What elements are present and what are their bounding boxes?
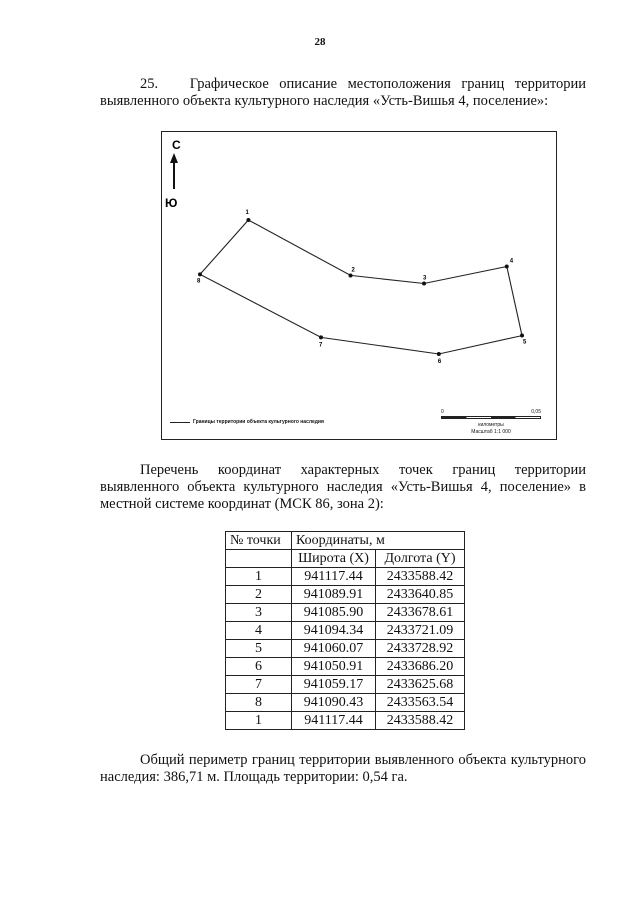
- cell-longitude: 2433625.68: [376, 676, 465, 694]
- boundary-point-label-4: 4: [509, 258, 514, 265]
- legend-line-swatch: [170, 422, 190, 423]
- table-row: [226, 676, 465, 694]
- table-row: [226, 658, 465, 676]
- table-row: [226, 622, 465, 640]
- scale-bar-right: 0,05: [531, 409, 541, 415]
- header-coordinates: Координаты, м: [292, 532, 465, 550]
- scale-bar-graphic: [441, 416, 541, 419]
- header-point-number: № точки: [226, 532, 292, 550]
- table-row: [226, 604, 465, 622]
- section-number: 25.: [140, 76, 159, 92]
- table-row: [226, 586, 465, 604]
- compass: [165, 138, 181, 210]
- cell-latitude: 941089.91: [292, 586, 376, 604]
- cell-latitude: 941085.90: [292, 604, 376, 622]
- cell-longitude: 2433563.54: [376, 694, 465, 712]
- boundary-point-label-6: 6: [437, 359, 442, 365]
- cell-longitude: 2433678.61: [376, 604, 465, 622]
- table-row: [226, 640, 465, 658]
- coordinates-table: [225, 531, 465, 730]
- boundary-point-4: [505, 265, 509, 269]
- scale-bar-left: 0: [441, 409, 444, 415]
- cell-point-number: 1: [226, 712, 292, 730]
- header-longitude: Долгота (Y): [376, 550, 465, 568]
- cell-latitude: 941059.17: [292, 676, 376, 694]
- compass-south-label: Ю: [165, 196, 178, 210]
- scale-bar-unit: километры: [478, 422, 504, 428]
- compass-north-label: С: [172, 138, 181, 152]
- cell-point-number: 2: [226, 586, 292, 604]
- table-row: [226, 568, 465, 586]
- table-body: [226, 568, 465, 730]
- cell-longitude: 2433686.20: [376, 658, 465, 676]
- coordinates-intro-text: Перечень координат характерных точек границ территории выявленного объекта культурного наследия «Усть-Вишья 4, поселение» в местной системе координат (МСК 86, зона 2):: [100, 462, 586, 512]
- cell-point-number: 5: [226, 640, 292, 658]
- cell-longitude: 2433721.09: [376, 622, 465, 640]
- boundary-point-7: [319, 335, 323, 339]
- cell-point-number: 6: [226, 658, 292, 676]
- boundary-point-label-3: 3: [423, 275, 427, 282]
- table-row: [226, 694, 465, 712]
- page-number: 28: [314, 36, 326, 48]
- boundary-point-label-7: 7: [318, 342, 323, 349]
- coordinates-intro: [100, 462, 586, 513]
- boundary-map-svg: [162, 132, 558, 441]
- cell-longitude: 2433588.42: [376, 568, 465, 586]
- cell-latitude: 941117.44: [292, 568, 376, 586]
- legend-label: Границы территории объекта культурного наследия: [193, 419, 324, 425]
- boundary-point-label-5: 5: [523, 339, 527, 346]
- cell-latitude: 941060.07: [292, 640, 376, 658]
- cell-longitude: 2433640.85: [376, 586, 465, 604]
- boundary-point-6: [437, 352, 441, 356]
- boundary-point-1: [246, 218, 250, 222]
- cell-longitude: 2433728.92: [376, 640, 465, 658]
- cell-point-number: 7: [226, 676, 292, 694]
- map-legend: [170, 419, 324, 425]
- boundary-point-3: [422, 282, 426, 286]
- cell-latitude: 941117.44: [292, 712, 376, 730]
- scale-bar-scale: Масштаб 1:1 000: [471, 429, 511, 435]
- boundary-point-8: [198, 272, 202, 276]
- table-row: [226, 712, 465, 730]
- boundary-map: [161, 131, 557, 440]
- boundary-polygon: [200, 220, 522, 354]
- boundary-point-label-2: 2: [351, 267, 355, 274]
- boundary-point-5: [520, 334, 524, 338]
- cell-longitude: 2433588.42: [376, 712, 465, 730]
- cell-point-number: 3: [226, 604, 292, 622]
- cell-latitude: 941050.91: [292, 658, 376, 676]
- cell-point-number: 1: [226, 568, 292, 586]
- boundary-point-label-1: 1: [245, 210, 249, 216]
- cell-latitude: 941090.43: [292, 694, 376, 712]
- boundary-point-2: [349, 273, 353, 277]
- summary: [100, 752, 586, 786]
- section-heading: [100, 76, 586, 110]
- boundary-points: [197, 210, 527, 365]
- cell-latitude: 941094.34: [292, 622, 376, 640]
- header-empty: [226, 550, 292, 568]
- cell-point-number: 4: [226, 622, 292, 640]
- summary-text: Общий периметр границ территории выявленного объекта культурного наследия: 386,71 м. Площадь территории: 0,54 га.: [100, 752, 586, 785]
- header-latitude: Широта (X): [292, 550, 376, 568]
- table-subheader-row: [226, 550, 465, 568]
- table-header-row: [226, 532, 465, 550]
- boundary-point-label-8: 8: [197, 278, 201, 285]
- compass-arrow-head: [170, 153, 178, 163]
- section-text: Графическое описание местоположения границ территории выявленного объекта культурного наследия «Усть-Вишья 4, поселение»:: [100, 76, 586, 109]
- cell-point-number: 8: [226, 694, 292, 712]
